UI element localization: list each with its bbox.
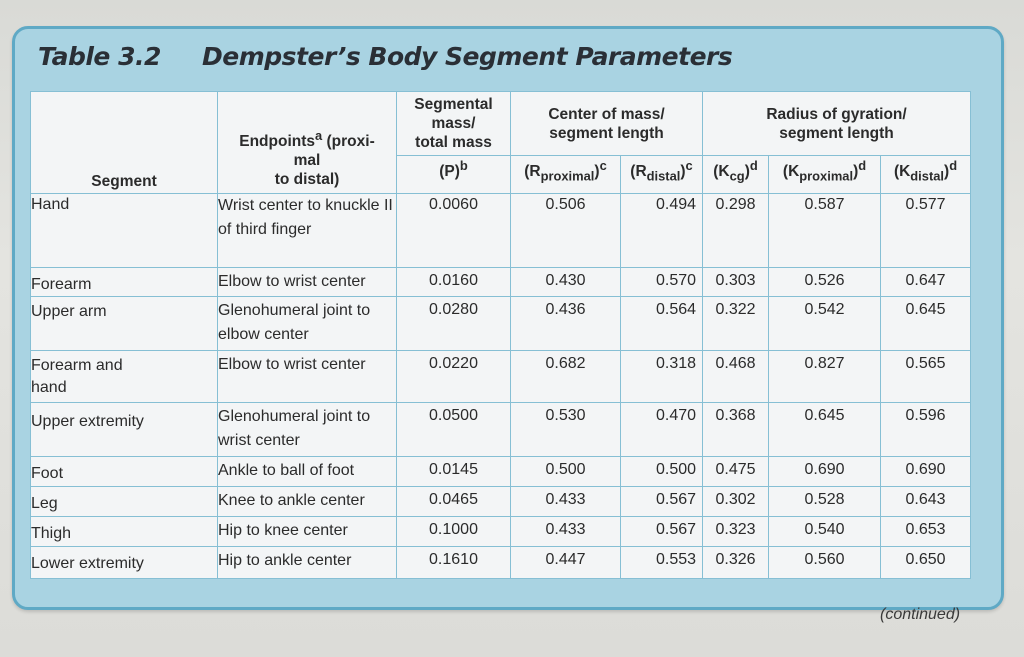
cell-r-proximal: 0.506 [511, 194, 621, 268]
cell-k-cg: 0.475 [703, 457, 769, 487]
table-row [31, 194, 971, 268]
cell-k-distal: 0.596 [881, 403, 971, 457]
cell-k-proximal: 0.827 [769, 351, 881, 403]
cell-r-distal: 0.318 [621, 351, 703, 403]
cell-segment: Upper extremity [31, 403, 218, 457]
cell-r-proximal: 0.433 [511, 487, 621, 517]
cell-k-proximal: 0.540 [769, 517, 881, 547]
cell-k-distal: 0.577 [881, 194, 971, 268]
cell-p: 0.0220 [397, 351, 511, 403]
cell-endpoints: Hip to ankle center [218, 547, 397, 579]
cell-endpoints: Wrist center to knuckle II of third finger [218, 194, 397, 268]
cell-segment: Forearm [31, 268, 218, 297]
cell-p: 0.0280 [397, 297, 511, 351]
header-center-of-mass: Center of mass/ segment length [511, 92, 703, 156]
header-r-distal: $(R_{distal})^c$ [621, 156, 703, 194]
cell-segment: Hand [31, 194, 218, 268]
cell-k-cg: 0.298 [703, 194, 769, 268]
header-k-proximal: $(K_{proximal})^d$ [769, 156, 881, 194]
cell-k-proximal: 0.542 [769, 297, 881, 351]
header-k-cg: $(K_{cg})^d$ [703, 156, 769, 194]
table-row [31, 297, 971, 351]
segment-parameters-table [30, 91, 971, 579]
header-radius-of-gyration: Radius of gyration/ segment length [703, 92, 971, 156]
cell-r-proximal: 0.430 [511, 268, 621, 297]
cell-r-distal: 0.470 [621, 403, 703, 457]
cell-k-distal: 0.690 [881, 457, 971, 487]
table-number: Table 3.2 [38, 42, 161, 71]
table-row [31, 457, 971, 487]
cell-k-proximal: 0.587 [769, 194, 881, 268]
header-endpoints: Endpoints$^a$ (proxi- mal to distal) [218, 92, 397, 194]
cell-p: 0.1610 [397, 547, 511, 579]
cell-r-proximal: 0.447 [511, 547, 621, 579]
header-p: $(P)^b$ [397, 156, 511, 194]
cell-k-cg: 0.468 [703, 351, 769, 403]
cell-segment: Foot [31, 457, 218, 487]
table-row [31, 487, 971, 517]
cell-k-cg: 0.302 [703, 487, 769, 517]
cell-endpoints: Glenohumeral joint to elbow center [218, 297, 397, 351]
table-title-text: Dempster’s Body Segment Parameters [202, 42, 733, 71]
cell-r-proximal: 0.682 [511, 351, 621, 403]
cell-r-proximal: 0.436 [511, 297, 621, 351]
cell-k-distal: 0.647 [881, 268, 971, 297]
cell-endpoints: Elbow to wrist center [218, 268, 397, 297]
cell-r-distal: 0.500 [621, 457, 703, 487]
cell-segment: Thigh [31, 517, 218, 547]
cell-k-cg: 0.323 [703, 517, 769, 547]
cell-segment: Lower extremity [31, 547, 218, 579]
table-row [31, 547, 971, 579]
table-title [38, 42, 732, 71]
cell-segment: Leg [31, 487, 218, 517]
table-row [31, 403, 971, 457]
cell-k-cg: 0.368 [703, 403, 769, 457]
cell-endpoints: Ankle to ball of foot [218, 457, 397, 487]
cell-r-distal: 0.494 [621, 194, 703, 268]
cell-k-cg: 0.326 [703, 547, 769, 579]
cell-r-distal: 0.564 [621, 297, 703, 351]
cell-r-distal: 0.553 [621, 547, 703, 579]
cell-endpoints: Knee to ankle center [218, 487, 397, 517]
cell-r-proximal: 0.500 [511, 457, 621, 487]
cell-p: 0.0060 [397, 194, 511, 268]
header-segment: Segment [31, 92, 218, 194]
cell-endpoints: Glenohumeral joint to wrist center [218, 403, 397, 457]
cell-segment: Forearm and hand [31, 351, 218, 403]
continued-note: (continued) [880, 606, 961, 623]
header-k-distal: $(K_{distal})^d$ [881, 156, 971, 194]
header-segmental-mass: Segmental mass/ total mass [397, 92, 511, 156]
table-row [31, 268, 971, 297]
cell-endpoints: Elbow to wrist center [218, 351, 397, 403]
cell-p: 0.1000 [397, 517, 511, 547]
cell-k-cg: 0.322 [703, 297, 769, 351]
cell-r-proximal: 0.433 [511, 517, 621, 547]
cell-k-distal: 0.645 [881, 297, 971, 351]
cell-k-distal: 0.653 [881, 517, 971, 547]
table-row [31, 517, 971, 547]
cell-segment: Upper arm [31, 297, 218, 351]
cell-p: 0.0465 [397, 487, 511, 517]
cell-r-distal: 0.567 [621, 517, 703, 547]
cell-endpoints: Hip to knee center [218, 517, 397, 547]
cell-k-proximal: 0.645 [769, 403, 881, 457]
cell-k-distal: 0.565 [881, 351, 971, 403]
cell-p: 0.0160 [397, 268, 511, 297]
table-row [31, 351, 971, 403]
cell-r-distal: 0.570 [621, 268, 703, 297]
cell-k-proximal: 0.560 [769, 547, 881, 579]
cell-p: 0.0500 [397, 403, 511, 457]
cell-p: 0.0145 [397, 457, 511, 487]
cell-k-cg: 0.303 [703, 268, 769, 297]
cell-k-proximal: 0.690 [769, 457, 881, 487]
cell-r-proximal: 0.530 [511, 403, 621, 457]
header-r-proximal: $(R_{proximal})^c$ [511, 156, 621, 194]
cell-k-distal: 0.643 [881, 487, 971, 517]
cell-k-distal: 0.650 [881, 547, 971, 579]
cell-r-distal: 0.567 [621, 487, 703, 517]
cell-k-proximal: 0.528 [769, 487, 881, 517]
cell-k-proximal: 0.526 [769, 268, 881, 297]
